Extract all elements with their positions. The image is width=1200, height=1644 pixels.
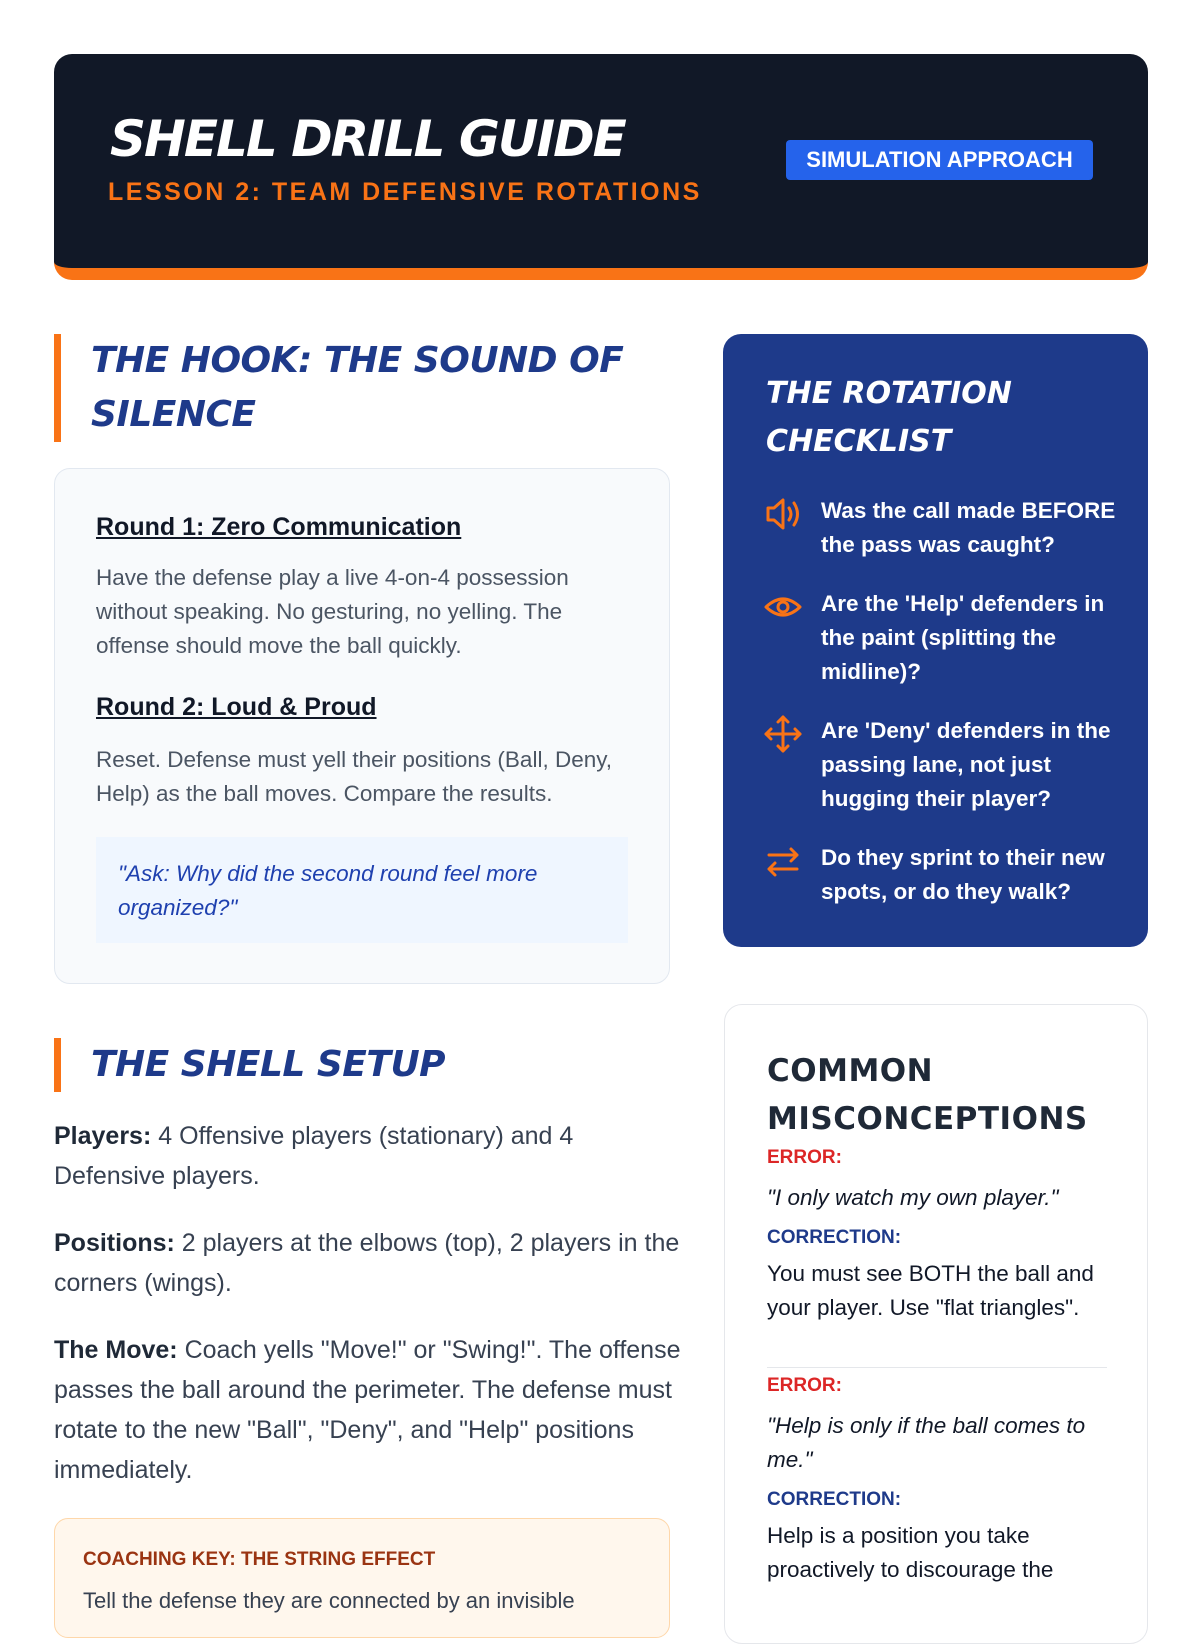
round-2-text: Reset. Defense must yell their positions (Ball, Deny, Help) as the ball moves. Compare the results. xyxy=(96,747,613,806)
megaphone-icon xyxy=(763,494,803,534)
error-quote: "I only watch my own player." xyxy=(767,1185,1059,1210)
page-title: SHELL DRILL GUIDE xyxy=(110,110,625,168)
setup-players xyxy=(54,1116,684,1196)
error-label: ERROR: xyxy=(767,1147,842,1168)
page-header xyxy=(54,54,1148,280)
rotation-checklist xyxy=(723,334,1148,947)
correction-label: CORRECTION: xyxy=(767,1227,902,1248)
coaching-key-title: COACHING KEY: THE STRING EFFECT xyxy=(83,1549,436,1570)
correction-text: You must see BOTH the ball and your player. Use "flat triangles". xyxy=(767,1261,1094,1320)
setup-move xyxy=(54,1330,684,1490)
eye-icon xyxy=(763,587,803,627)
hook-card xyxy=(54,468,670,984)
approach-badge: SIMULATION APPROACH xyxy=(786,140,1093,180)
misconceptions-card xyxy=(724,1004,1148,1644)
setup-heading: THE SHELL SETUP xyxy=(54,1038,674,1092)
positions-text: 2 players at the elbows (top), 2 players in the corners (wings). xyxy=(54,1229,680,1297)
misconceptions-title: COMMON MISCONCEPTIONS xyxy=(767,1053,1088,1137)
checklist-item-text: Do they sprint to their new spots, or do they walk? xyxy=(821,845,1105,904)
coaching-key-text: Tell the defense they are connected by an invisible xyxy=(83,1588,575,1613)
error-label: ERROR: xyxy=(767,1375,842,1396)
hook-heading: THE HOOK: THE SOUND OF SILENCE xyxy=(54,334,674,442)
round-2-title: Round 2: Loud & Proud xyxy=(96,693,377,721)
players-text: 4 Offensive players (stationary) and 4 Defensive players. xyxy=(54,1122,574,1190)
move-label: The Move: xyxy=(54,1336,178,1364)
page-subtitle: LESSON 2: TEAM DEFENSIVE ROTATIONS xyxy=(108,178,702,206)
hook-quote: "Ask: Why did the second round feel more organized?" xyxy=(96,837,628,943)
round-1-text: Have the defense play a live 4-on-4 possession without speaking. No gesturing, no yelling. The offense should move the ball quickly. xyxy=(96,565,569,658)
correction-text: Help is a position you take proactively to discourage the xyxy=(767,1523,1054,1582)
error-quote: "Help is only if the ball comes to me." xyxy=(767,1413,1086,1472)
checklist-item-text: Are 'Deny' defenders in the passing lane, not just hugging their player? xyxy=(821,718,1111,811)
round-1-title: Round 1: Zero Communication xyxy=(96,513,462,541)
swap-arrows-icon xyxy=(763,841,803,881)
positions-label: Positions: xyxy=(54,1229,175,1257)
checklist-item-text: Was the call made BEFORE the pass was caught? xyxy=(821,498,1116,557)
checklist-item-text: Are the 'Help' defenders in the paint (splitting the midline)? xyxy=(821,591,1105,684)
correction-label: CORRECTION: xyxy=(767,1489,902,1510)
move-text: Coach yells "Move!" or "Swing!". The offense passes the ball around the perimeter. The defense must rotate to the new "Ball", "Deny", and "Help" positions immediately. xyxy=(54,1336,681,1484)
misconception-divider xyxy=(767,1367,1107,1368)
setup-positions xyxy=(54,1223,684,1303)
players-label: Players: xyxy=(54,1122,152,1150)
coaching-key-box xyxy=(54,1518,670,1638)
move-arrows-icon xyxy=(763,714,803,754)
checklist-title: THE ROTATION CHECKLIST xyxy=(766,376,1012,459)
